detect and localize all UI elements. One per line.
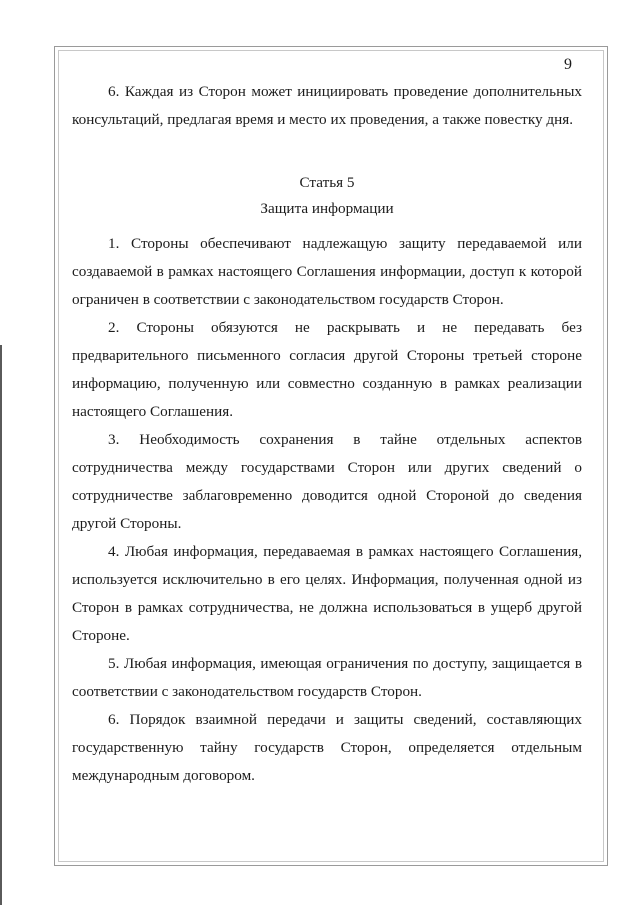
article-heading <box>72 170 582 222</box>
article-paragraph-6: 6. Порядок взаимной передачи и защиты сведений, составляющих государственную тайну государств Сторон, определяется отдельным международным договором. <box>72 711 582 784</box>
article-paragraph-5: 5. Любая информация, имеющая ограничения по доступу, защищается в соответствии с законодательством государств Сторон. <box>72 655 582 700</box>
article-paragraph-1: 1. Стороны обеспечивают надлежащую защиту передаваемой или создаваемой в рамках настоящего Соглашения информации, доступ к которой ограничен в соответствии с законодательством государств Сторон. <box>72 235 582 308</box>
document-body <box>72 78 582 790</box>
page-number: 9 <box>564 56 572 73</box>
scan-edge-shadow <box>0 345 2 905</box>
article-number: Статья 5 <box>299 174 355 191</box>
article-paragraph-2: 2. Стороны обязуются не раскрывать и не передавать без предварительного письменного согласия другой Стороны третьей стороне информацию, полученную или совместно созданную в рамках реализации настоящего Соглашения. <box>72 319 582 420</box>
article-title: Защита информации <box>260 200 394 217</box>
article-paragraph-3: 3. Необходимость сохранения в тайне отдельных аспектов сотрудничества между государствами Сторон или других сведений о сотрудничестве заблаговременно доводится одной Стороной до сведения другой Стороны. <box>72 431 582 532</box>
intro-paragraph: 6. Каждая из Сторон может инициировать проведение дополнительных консультаций, предлагая время и место их проведения, а также повестку дня. <box>72 83 582 128</box>
article-paragraph-4: 4. Любая информация, передаваемая в рамках настоящего Соглашения, используется исключительно в его целях. Информация, полученная одной из Сторон в рамках сотрудничества, не должна использоваться в ущерб другой Стороне. <box>72 543 582 644</box>
